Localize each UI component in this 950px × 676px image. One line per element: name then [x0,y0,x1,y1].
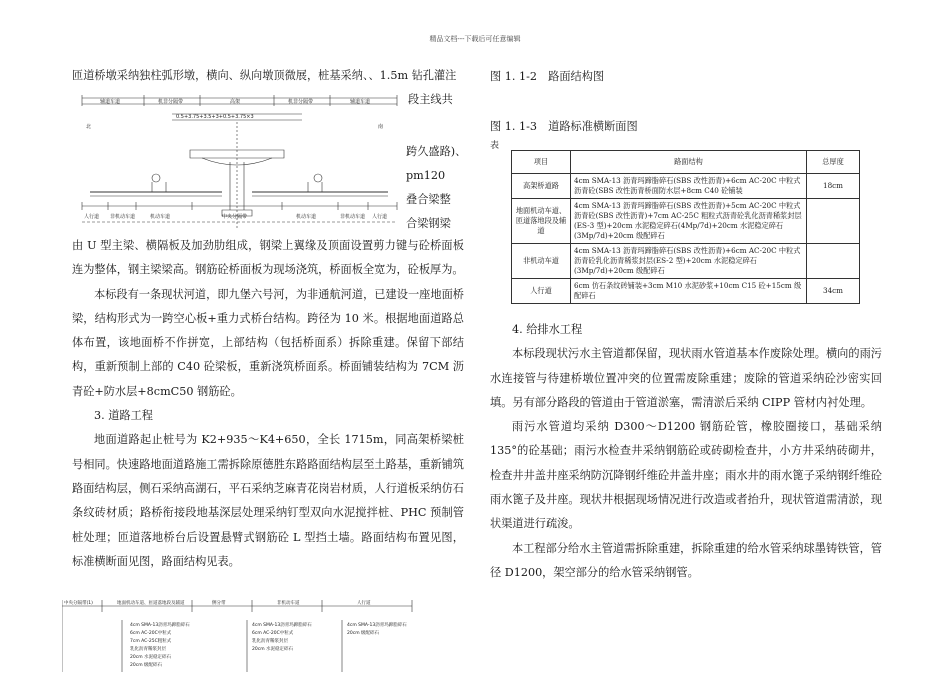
row-item: 人行道 [512,279,571,304]
side-text-1: 段主线共 [408,93,453,106]
label-south: 南 [378,124,384,130]
side-text-2: 跨久盛路)、 [406,145,467,158]
table-row [512,199,860,244]
drainage-paragraph-2: 雨污水管道均采纳 D300～D1200 钢筋砼管，橡胶圈接口，基础采纳 135°的砼基础；雨污水检查井采纳钢筋砼或砖砌检查井，小方井采纳砖砌井，检查井井盖井座采纳防沉降钢纤维砼井盖井座；雨水井的雨水篦子采纳钢纤维砼雨水篦子及井座。现状井根据现场情况进行改造或者抬升，现状管道需清淤，现状渠道进行疏浚。 [490,420,882,531]
row-structure: 6cm 仿石条纹砖铺装+3cm M10 水泥砂浆+10cm C15 砼+15cm 级配碎石 [571,279,807,304]
bottom-label-4: 中央分隔带 [222,214,248,220]
row-item: 高架桥道路 [512,174,571,199]
page-header: 精品文档---下载后可任意编辑 [429,35,521,43]
drainage-heading: 4. 给排水工程 [512,323,583,336]
bottom-top-label-2: 地面机动车道、匝道落地段及辅道 [117,601,185,606]
bottom-label-1: 人行道 [84,214,100,220]
bottom-top-label-3: 侧分带 [212,601,226,606]
side-text-4: 叠合梁整 [406,193,451,206]
right-column [490,318,882,585]
layer-label-2: 6cm AC-20C中粒式 [130,631,172,636]
row-structure: 4cm SMA-13 沥青玛蹄脂碎石(SBS 改性沥青)+6cm AC-20C 中粒式沥青砼乳化沥青稀浆封层(ES-2 型)+20cm 水泥稳定碎石(3Mp/7d)+20cm 级配碎石 [571,244,807,279]
steel-beam-paragraph: 由 U 型主梁、横隔板及加劲肋组成，钢梁上翼缘及顶面设置剪力键与砼桥面板连为整体，钢主梁梁高。钢筋砼桥面板为现场浇筑，桥面板全宽为，砼板厚为。 [72,239,464,277]
table-row [512,279,860,304]
bottom-label-2: 非机动车道 [110,214,136,220]
layer-label-b1: 4cm SMA-13沥青玛蹄脂碎石 [252,623,312,628]
header-item: 项目 [512,151,571,174]
row-item: 非机动车道 [512,244,571,279]
layer-label-b2: 6cm AC-20C中粒式 [252,631,294,636]
row-thickness: 34cm [807,279,860,304]
row-structure: 4cm SMA-13 沥青玛蹄脂碎石(SBS 改性沥青)+6cm AC-20C 中粒式沥青砼(SBS 改性沥青桥面防水层+8cm C40 砼铺装 [571,174,807,199]
layer-label-6: 20cm 级配碎石 [130,663,163,668]
bottom-top-label-1: 中央分隔带(1) [64,601,93,606]
top-label-2: 机非分隔带 [158,99,184,105]
pavement-structure-table [511,150,860,304]
bottom-top-label-5: 人行道 [357,601,371,606]
river-bridge-paragraph: 本标段有一条现状河道，即九堡六号河，为非通航河道，已建设一座地面桥梁，结构形式为一跨空心板+重力式桥台结构。跨径为 10 米。根据地面道路总体布置，该地面桥不作拼宽，上部结构（包括桥面系）拆除重建。保留下部结构，重新预制上部的 C40 砼梁板，重新浇筑桥面系。桥面铺装结构为 7CM 沥青砼+防水层+8cmC50 钢筋砼。 [72,287,464,398]
side-text-5: 合梁钢梁 [406,217,451,230]
layer-label-c2: 20cm 级配碎石 [347,631,380,636]
table-mark: 表 [490,141,500,151]
bridge-paragraph-line1: 匝道桥墩采纳独柱弧形墩，横向、纵向墩顶微展，桩基采纳、、1.5m 钻孔灌注 [72,69,457,82]
pavement-layers-drawing [62,598,414,672]
side-text-3: pm120 [406,169,446,182]
top-label-4: 机非分隔带 [288,99,314,105]
bottom-label-6: 非机动车道 [340,214,366,220]
left-column-body [72,234,464,574]
header-structure: 路面结构 [571,151,807,174]
table-row [512,174,860,199]
caption-fig-1-1-2: 图 1. 1-2 路面结构图 [490,70,605,83]
layer-label-4: 乳化沥青稀浆封层 [130,647,166,652]
row-item: 地面机动车道、匝道落地段及辅道 [512,199,571,244]
dimension-text: 0.5+3.75+3.5+3+0.5+3.75×3 [176,114,254,120]
bottom-top-label-4: 非机动车道 [277,601,300,606]
water-supply-paragraph: 本工程部分给水主管道需拆除重建，拆除重建的给水管采纳球墨铸铁管，管径 D1200，架空部分的给水管采纳钢管。 [490,541,882,579]
layer-label-b3: 乳化沥青稀浆封层 [252,639,288,644]
layer-label-3: 7cm AC-25C粗粒式 [130,639,172,644]
top-label-5: 辅道车道 [350,99,371,105]
bottom-label-7: 人行道 [372,214,388,220]
label-north: 北 [86,124,92,130]
cross-section-drawing [72,92,406,240]
table-header-row [512,151,860,174]
pavement-layers-figure [62,598,414,672]
layer-label-b4: 20cm 水泥稳定碎石 [252,647,294,652]
road-heading: 3. 道路工程 [94,409,153,423]
road-paragraph: 地面道路起止桩号为 K2+935～K4+650，全长 1715m，同高架桥梁桩号相同。快速路地面道路施工需拆除原德胜东路路面结构层至土路基，重新铺筑路面结构层，侧石采纳高湖石，平石采纳芝麻青花岗岩材质，人行道板采纳仿石条纹砖材质；路桥衔接段地基深层处理采纳钉型双向水泥搅拌桩、PHC 预制管桩处理；匝道落地桥台后设置悬臂式钢筋砼 L 型挡土墙。路面结构布置见图，标准横断面见图，路面结构见表。 [72,433,464,568]
bottom-label-3: 机动车道 [150,214,171,220]
bottom-label-5: 机动车道 [296,214,317,220]
caption-fig-1-1-3: 图 1. 1-3 道路标准横断面图 [490,120,638,133]
layer-label-5: 20cm 水泥稳定碎石 [130,655,172,660]
row-thickness: 18cm [807,174,860,199]
layer-label-c1: 4cm SMA-13沥青玛蹄脂碎石 [347,623,407,628]
table-row [512,244,860,279]
row-structure: 4cm SMA-13 沥青玛蹄脂碎石(SBS 改性沥青)+5cm AC-20C 中粒式沥青砼(SBS 改性沥青)+7cm AC-25C 粗粒式沥青砼乳化沥青稀浆封层(ES-3 型)+20cm 水泥稳定碎石(4Mp/7d)+20cm 水泥稳定碎石(3Mp/7d)+20cm 级配碎石 [571,199,807,244]
header-thickness: 总厚度 [807,151,860,174]
row-thickness [807,244,860,279]
layer-label-1: 4cm SMA-13沥青玛蹄脂碎石 [130,623,190,628]
cross-section-figure [72,92,406,240]
row-thickness [807,199,860,244]
drainage-paragraph-1: 本标段现状污水主管道都保留，现状雨水管道基本作废除处理。横向的雨污水连接管与待建桥墩位置冲突的位置需废除重建；废除的管道采纳砼沙密实回填。另有部分路段的管道由于管道淤塞，需清淤后采纳 CIPP 管材内衬处理。 [490,347,882,409]
top-label-1: 辅道车道 [100,99,121,105]
top-label-3: 高架 [230,99,241,105]
left-column [72,64,464,88]
